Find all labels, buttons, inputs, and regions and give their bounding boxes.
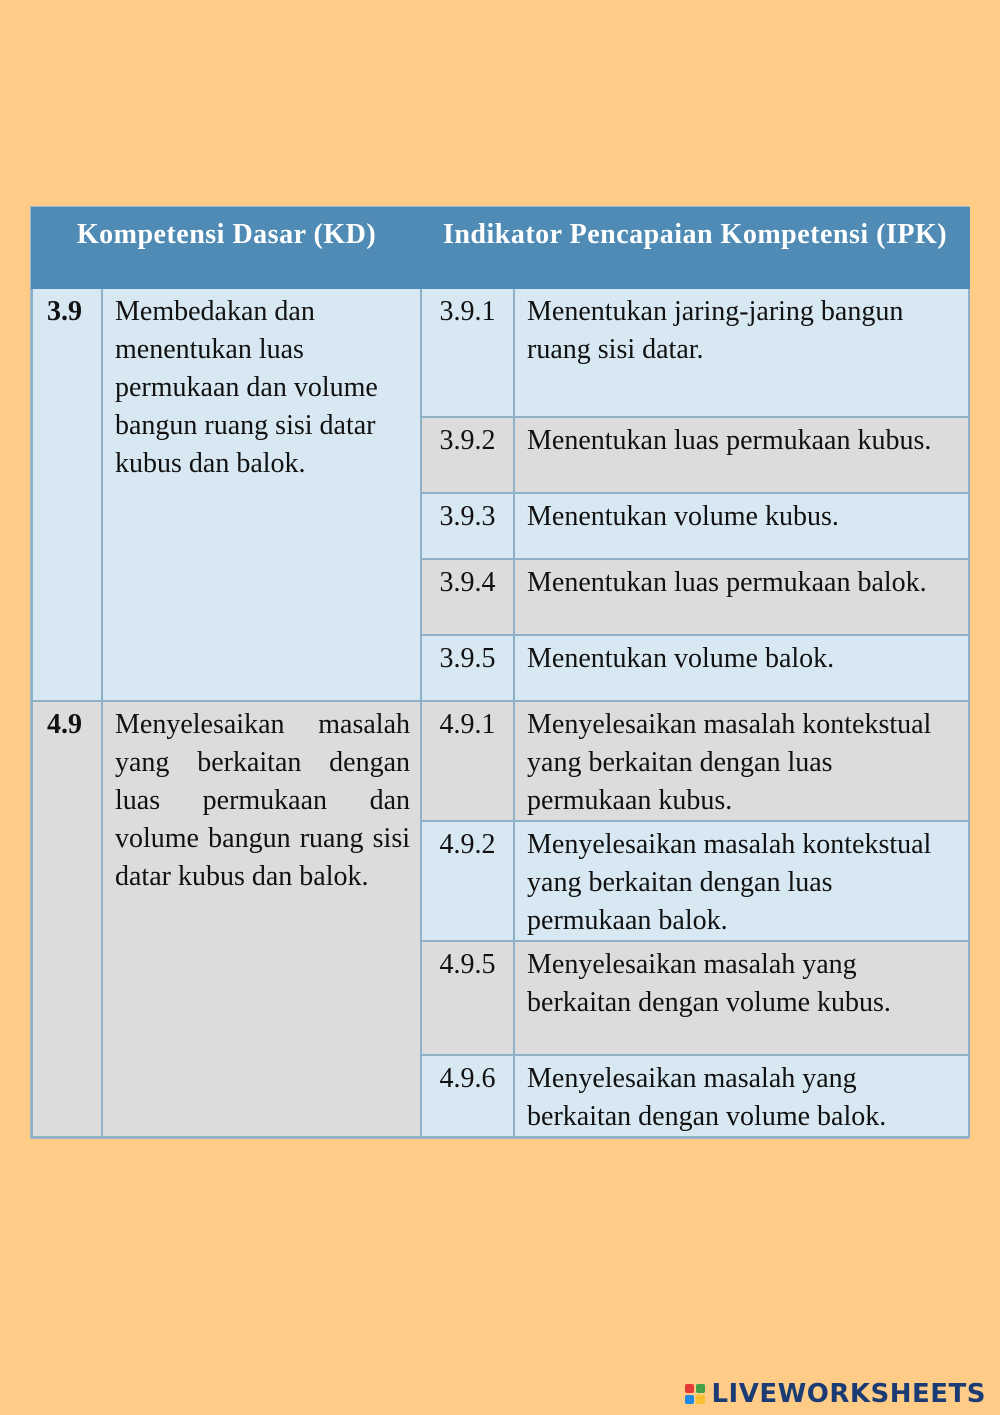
ipk-code: 3.9.3 — [421, 493, 514, 559]
kd-code: 3.9 — [32, 288, 102, 701]
kd-code: 4.9 — [32, 701, 102, 1137]
ipk-code: 4.9.2 — [421, 821, 514, 941]
logo-square-icon — [685, 1384, 694, 1393]
ipk-text: Menentukan volume kubus. — [514, 493, 969, 559]
ipk-text: Menyelesaikan masalah kontekstual yang berkaitan dengan luas permukaan balok. — [514, 821, 969, 941]
ipk-text: Menyelesaikan masalah kontekstual yang berkaitan dengan luas permukaan kubus. — [514, 701, 969, 821]
ipk-text: Menentukan luas permukaan kubus. — [514, 417, 969, 493]
ipk-code: 4.9.1 — [421, 701, 514, 821]
ipk-code: 3.9.5 — [421, 635, 514, 701]
table-header-row — [32, 208, 969, 288]
ipk-text: Menyelesaikan masalah yang berkaitan dengan volume balok. — [514, 1055, 969, 1137]
ipk-text: Menentukan luas permukaan balok. — [514, 559, 969, 635]
header-kd: Kompetensi Dasar (KD) — [32, 208, 421, 288]
ipk-text: Menyelesaikan masalah yang berkaitan dengan volume kubus. — [514, 941, 969, 1055]
kd-text: Membedakan dan menentukan luas permukaan dan volume bangun ruang sisi datar kubus dan balok. — [102, 288, 421, 701]
ipk-code: 3.9.4 — [421, 559, 514, 635]
table-row — [32, 701, 969, 821]
table-row — [32, 288, 969, 417]
ipk-code: 3.9.2 — [421, 417, 514, 493]
logo-square-icon — [696, 1395, 705, 1404]
ipk-code: 4.9.6 — [421, 1055, 514, 1137]
liveworksheets-logo[interactable] — [685, 1379, 986, 1409]
logo-square-icon — [685, 1395, 694, 1404]
ipk-code: 4.9.5 — [421, 941, 514, 1055]
competency-table — [31, 207, 970, 1138]
liveworksheets-brand-text: LIVEWORKSHEETS — [711, 1379, 986, 1409]
competency-table-container — [31, 207, 968, 1138]
kd-text: Menyelesaikan masalah yang berkaitan dengan luas permukaan dan volume bangun ruang sisi datar kubus dan balok. — [102, 701, 421, 1137]
liveworksheets-logo-icon — [685, 1384, 705, 1404]
ipk-text: Menentukan jaring-jaring bangun ruang sisi datar. — [514, 288, 969, 417]
logo-square-icon — [696, 1384, 705, 1393]
ipk-text: Menentukan volume balok. — [514, 635, 969, 701]
header-ipk: Indikator Pencapaian Kompetensi (IPK) — [421, 208, 969, 288]
ipk-code: 3.9.1 — [421, 288, 514, 417]
